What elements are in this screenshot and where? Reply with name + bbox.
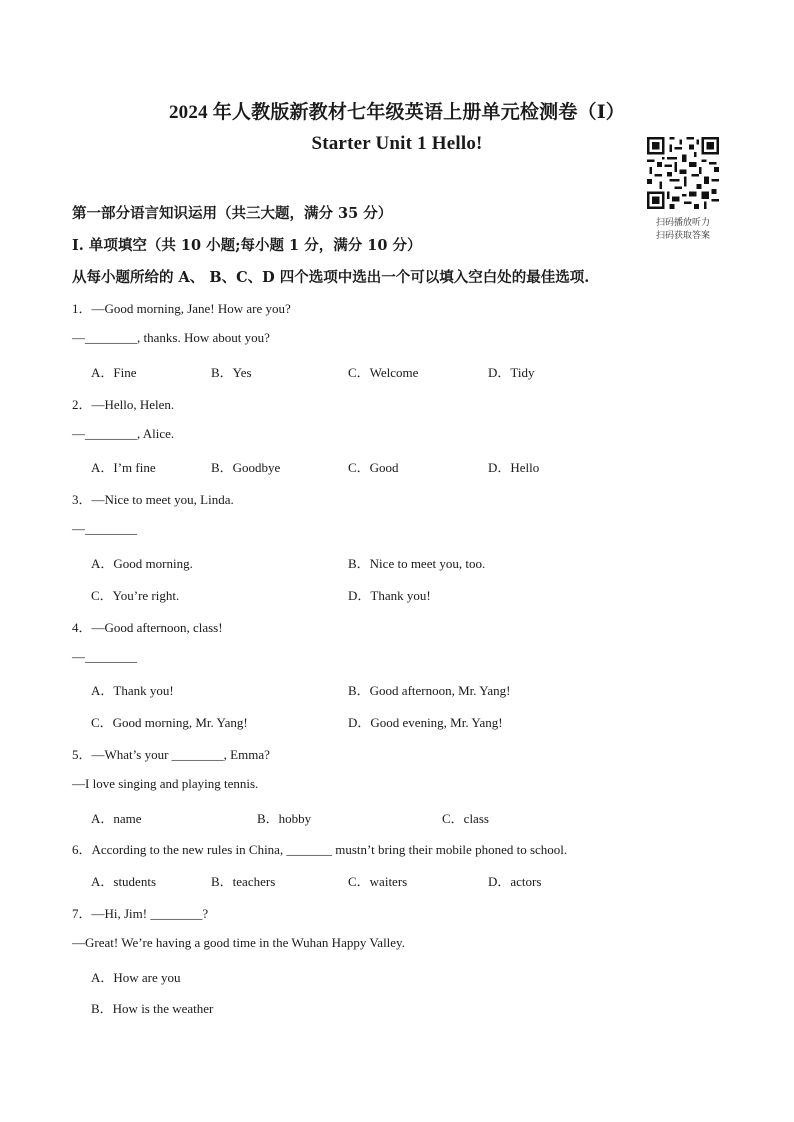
question-response: —I love singing and playing tennis. xyxy=(72,776,259,791)
question-response: —________, Alice. xyxy=(72,426,175,441)
option-b[interactable]: B．Yes xyxy=(211,365,252,380)
question-stem: 5．—What’s your ________, Emma? xyxy=(72,747,270,762)
section-instruction: 从每小题所给的 A、 B、C、D 四个选项中选出一个可以填入空白处的最佳选项. xyxy=(72,269,590,286)
question-response: —________ xyxy=(72,649,137,664)
qr-code-icon[interactable] xyxy=(647,137,719,209)
option-c[interactable]: C．Good morning, Mr. Yang! xyxy=(91,715,248,730)
option-c[interactable]: C．class xyxy=(442,811,489,826)
section-subheading: I. 单项填空（共 10 小题;每小题 1 分，满分 10 分） xyxy=(72,237,422,254)
option-d[interactable]: D．Thank you! xyxy=(348,588,431,603)
question-stem: 6．According to the new rules in China, _______ mustn’t bring their mobile phoned to school. xyxy=(72,842,568,857)
option-c[interactable]: C．Good xyxy=(348,460,399,475)
option-b[interactable]: B．Nice to meet you, too. xyxy=(348,556,486,571)
section-heading: 第一部分语言知识运用（共三大题，满分 35 分） xyxy=(72,205,393,222)
question-response: —________ xyxy=(72,521,137,536)
question-stem: 3．—Nice to meet you, Linda. xyxy=(72,492,234,507)
option-a[interactable]: A．Good morning. xyxy=(91,556,193,571)
option-b[interactable]: B．Goodbye xyxy=(211,460,281,475)
option-c[interactable]: C．waiters xyxy=(348,874,408,889)
option-b[interactable]: B．teachers xyxy=(211,874,276,889)
question-response: —________, thanks. How about you? xyxy=(72,330,270,345)
exam-title: 2024 年人教版新教材七年级英语上册单元检测卷（Ⅰ） xyxy=(168,102,626,123)
option-a[interactable]: A．students xyxy=(91,874,157,889)
option-a[interactable]: A．Thank you! xyxy=(91,683,174,698)
option-c[interactable]: C．You’re right. xyxy=(91,588,180,603)
option-b[interactable]: B．How is the weather xyxy=(91,1001,214,1016)
question-stem: 1．—Good morning, Jane! How are you? xyxy=(72,301,291,316)
option-d[interactable]: D．actors xyxy=(488,874,542,889)
unit-subtitle: Starter Unit 1 Hello! xyxy=(311,133,483,154)
option-a[interactable]: A．Fine xyxy=(91,365,137,380)
question-stem: 2．—Hello, Helen. xyxy=(72,397,175,412)
question-stem: 4．—Good afternoon, class! xyxy=(72,620,223,635)
qr-caption-answers: 扫码获取答案 xyxy=(655,231,710,241)
option-d[interactable]: D．Hello xyxy=(488,460,540,475)
question-stem: 7．—Hi, Jim! ________? xyxy=(72,906,209,921)
option-c[interactable]: C．Welcome xyxy=(348,365,419,380)
option-a[interactable]: A．name xyxy=(91,811,142,826)
qr-caption-listening: 扫码播放听力 xyxy=(655,218,710,228)
question-response: —Great! We’re having a good time in the Wuhan Happy Valley. xyxy=(72,935,405,950)
option-a[interactable]: A．How are you xyxy=(91,970,181,985)
option-b[interactable]: B．Good afternoon, Mr. Yang! xyxy=(348,683,511,698)
option-d[interactable]: D．Good evening, Mr. Yang! xyxy=(348,715,503,730)
option-d[interactable]: D．Tidy xyxy=(488,365,535,380)
option-a[interactable]: A．I’m fine xyxy=(91,460,156,475)
option-b[interactable]: B．hobby xyxy=(257,811,312,826)
